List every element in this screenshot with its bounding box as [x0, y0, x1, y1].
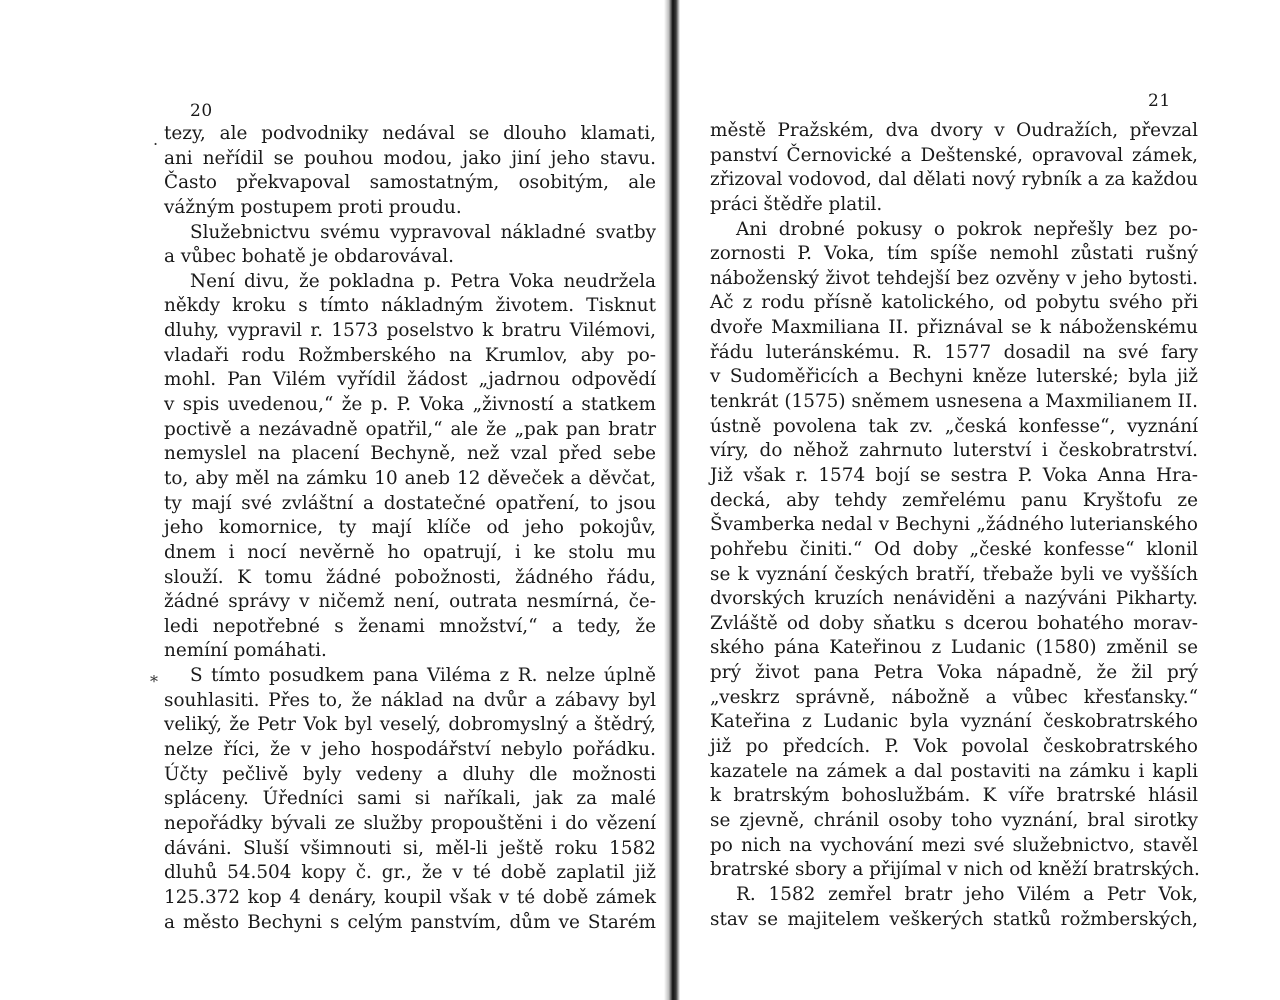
paragraph-start-line: R. 1582 zemřel bratr jeho Vilém a Petr Vok, [736, 883, 1198, 905]
right-page [680, 0, 1280, 1000]
text-line: pohřebu činiti.“ Od doby „české konfesse“ klonil [710, 538, 1198, 560]
text-line: veliký, že Petr Vok byl veselý, dobromyslný a štědrý, [164, 714, 656, 736]
text-line: vladaři rodu Rožmberského na Krumlov, aby po- [164, 344, 656, 366]
text-line: nepořádky bývali ze služby propouštěni i do vězení [164, 812, 656, 834]
text-line: to, aby měl na zámku 10 aneb 12 děveček a děvčat, [164, 467, 656, 489]
paragraph-start-line: Není divu, že pokladna p. Petra Voka neudržela [190, 270, 656, 292]
text-line: spláceny. Úředníci sami si naříkali, jak za malé [164, 788, 656, 810]
text-line: ledi nepotřebné s ženami množství,“ a tedy, že [164, 615, 656, 637]
text-line: Již však r. 1574 bojí se sestra P. Voka Anna Hra- [710, 464, 1198, 486]
text-line: již po předcích. P. Vok povolal českobratrského [710, 736, 1198, 758]
left-page-text [164, 122, 656, 935]
text-line: dluhů 54.504 kopy č. gr., že v té době zaplatil již [164, 862, 656, 884]
text-line: kazatele na zámek a dal postaviti na zámku i kapli [710, 760, 1198, 782]
paragraph-start-line: S tímto posudkem pana Viléma z R. nelze úplně [190, 665, 656, 687]
text-line: po nich na vychování mezi své služebnictvo, stavěl [710, 834, 1198, 856]
text-line: Kateřina z Ludanic byla vyznání českobratrského [710, 711, 1198, 733]
text-line: tezy, ale podvodniky nedával se dlouho klamati, [164, 123, 656, 144]
text-line: v spis uvedenou,“ že p. P. Voka „živností a statkem [164, 394, 656, 416]
text-line: prý život pana Petra Voka nápadně, že žil prý [710, 662, 1198, 684]
text-line: Často překvapoval samostatným, osobitým, ale [164, 172, 656, 194]
text-line: vážným postupem proti proudu. [164, 196, 462, 218]
text-line: dluhy, vypravil r. 1573 poselstvo k bratru Vilémovi, [164, 320, 656, 342]
text-line: nemyslel na placení Bechyně, než vzal před sebe [164, 443, 656, 465]
text-line: ského pána Kateřinou z Ludanic (1580) změnil se [710, 637, 1198, 659]
text-line: „veskrz správně, nábožně a vůbec křesťansky.“ [710, 686, 1198, 708]
text-line: dvorských kruzích nenáviděni a nazýváni Pikharty. [710, 588, 1198, 610]
right-page-text [710, 119, 1198, 932]
page-number-left: 20 [190, 101, 213, 121]
text-line: Švamberka nedal v Bechyni „žádného luterianského [710, 514, 1198, 536]
text-line: v Sudoměřicích a Bechyni kněze luterské; byla již [710, 366, 1198, 388]
text-line: Zvláště od doby sňatku s dcerou bohatého morav- [710, 612, 1198, 634]
text-line: stav se majitelem veškerých statků rožmberských, [710, 908, 1198, 930]
text-line: bratrské sbory a přijímal v nich od kněží bratrských. [710, 859, 1200, 881]
text-line: někdy kroku s tímto nákladným životem. Tisknut [164, 295, 656, 317]
text-line: dnem i nocí nevěrně ho opatrují, i ke stolu mu [164, 541, 656, 563]
text-line: ústně povolena tak zv. „česká konfesse“, vyznání [710, 415, 1198, 437]
text-line: žádné správy v ničemž není, outrata nesmírná, če- [164, 591, 656, 613]
text-line: Ač z rodu přísně katolického, od pobytu svého při [710, 292, 1198, 314]
margin-star-mark: * [150, 672, 158, 691]
book-gutter [664, 0, 680, 1000]
text-line: nelze říci, že v jeho hospodářství nebylo pořádku. [164, 739, 656, 761]
text-line: panství Černovické a Deštenské, opravoval zámek, [710, 144, 1198, 166]
page-number-right: 21 [1148, 91, 1171, 111]
text-line: víry, do něhož zahrnuto luterství i českobratrství. [710, 440, 1198, 462]
text-line: zornosti P. Voka, tím spíše nemohl zůstati rušný [710, 243, 1198, 265]
text-line: slouží. K tomu žádné pobožnosti, žádného řádu, [164, 566, 656, 588]
text-line: ty mají své zvláštní a dostatečné opatření, to jsou [164, 492, 656, 514]
paragraph-start-line: Ani drobné pokusy o pokrok nepřešly bez po- [736, 218, 1198, 240]
text-line: se zjevně, chránil osoby toho vyznání, bral sirotky [710, 809, 1198, 831]
text-line: mohl. Pan Vilém vyřídil žádost „jadrnou odpovědí [164, 369, 656, 391]
text-line: zřizoval vodovod, dal dělati nový rybník a za každou [710, 169, 1198, 191]
text-line: nemíní pomáhati. [164, 640, 327, 662]
text-line: ani neřídil se pouhou modou, jako jiní jeho stavu. [164, 147, 656, 169]
text-line: náboženský život tehdejší bez ozvěny v jeho bytosti. [710, 267, 1198, 289]
text-line: městě Pražském, dva dvory v Oudražích, převzal [710, 120, 1198, 141]
text-line: Účty pečlivě byly vedeny a dluhy dle možnosti [164, 763, 656, 785]
text-line: práci štědře platil. [710, 193, 883, 215]
text-line: k bratrským bohoslužbám. K víře bratrské hlásil [710, 785, 1198, 807]
text-line: 125.372 kop 4 denáry, koupil však v té době zámek [164, 886, 656, 908]
text-line: jeho komornice, ty mají klíče od jeho pokojův, [164, 517, 656, 539]
text-line: a vůbec bohatě je obdarovával. [164, 246, 454, 268]
text-line: tenkrát (1575) sněmem usnesena a Maxmilianem II. [710, 391, 1198, 413]
text-line: dvoře Maxmiliana II. přiznával se k náboženskému [710, 317, 1198, 339]
margin-dot-mark: . [153, 130, 159, 149]
text-line: dáváni. Sluší všimnouti si, měl-li ještě roku 1582 [164, 837, 656, 859]
text-line: se k vyznání českých bratří, třebaže byli ve vyšších [710, 563, 1198, 585]
text-line: a město Bechyni s celým panstvím, dům ve Starém [164, 911, 656, 933]
paragraph-start-line: Služebnictvu svému vypravoval nákladné svatby [190, 221, 656, 243]
text-line: souhlasiti. Přes to, že náklad na dvůr a zábavy byl [164, 689, 656, 711]
text-line: poctivě a nezávadně opatřil,“ ale že „pak pan bratr [164, 418, 656, 440]
text-line: řádu luteránskému. R. 1577 dosadil na své fary [710, 341, 1198, 363]
text-line: decká, aby tehdy zemřelému panu Kryštofu ze [710, 489, 1198, 511]
